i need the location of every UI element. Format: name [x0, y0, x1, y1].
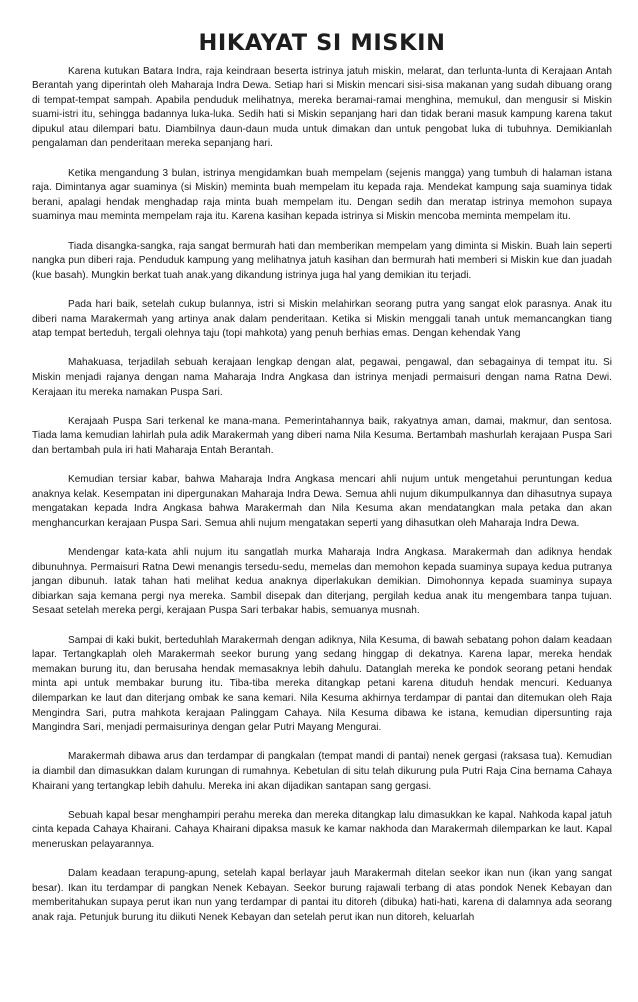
paragraph: Pada hari baik, setelah cukup bulannya, istri si Miskin melahirkan seorang putra yang sangat elok parasnya. Anak itu diberi nama Marakermah yang artinya anak dalam penderitaan. Ketika si Miskin menggali tanah untuk memancangkan tiang atap tempat berteduh, tergali olehnya taju (topi mahkota) yang penuh berhias emas. Dengan kehendak Yang — [32, 299, 612, 340]
paragraph: Kerajaah Puspa Sari terkenal ke mana-mana. Pemerintahannya baik, rakyatnya aman, damai, makmur, dan sentosa. Tiada lama kemudian lahirlah pula adik Marakermah yang diberi nama Nila Kesuma. Bertambah mashurlah kerajaan Puspa Sari dan bertambah pula iri hati Maharaja Entah Berantah. — [32, 415, 612, 456]
paragraph: Kemudian tersiar kabar, bahwa Maharaja Indra Angkasa mencari ahli nujum untuk mengetahui peruntungan kedua anaknya kelak. Kesempatan ini dipergunakan Maharaja Indra Dewa. Semua ahli nujum dikumpulkannya dan dihasutnya supaya mengatakan kepada Indra Angkasa bahwa Marakermah dan Nila Kesuma akan mendatangkan mala petaka dan akan menghancurkan kerajaan Puspa Sari. Semua ahli nujum mengatakan seperti yang dihasutkan oleh Maharaja Indra Dewa. — [32, 474, 612, 529]
paragraph: Mendengar kata-kata ahli nujum itu sangatlah murka Maharaja Indra Angkasa. Marakermah dan adiknya hendak dibunuhnya. Permaisuri Ratna Dewi menangis tersedu-sedu, memelas dan memohon kepada suaminya supaya kedua putranya jangan dibunuh. Iatak tahan hati melihat kedua anaknya diperlakukan demikian. Dimohonnya kepada suaminya supaya dibiarkan saja kemana pergi nya mereka. Sambil disepak dan diterjang, pergilah kedua anak itu mengembara tanpa tujuan. Sesaat setelah mereka pergi, kerajaan Puspa Sari terbakar habis, semuanya musnah. — [32, 547, 612, 617]
paragraph: Sampai di kaki bukit, berteduhlah Marakermah dengan adiknya, Nila Kesuma, di bawah sebatang pohon dalam keadaan lapar. Tertangkaplah oleh Marakermah seekor burung yang sedang hinggap di dekatnya. Karena lapar, mereka hendak memakan burung itu, dan berusaha hendak memasaknya lebih dahulu. Datanglah mereka ke pondok seorang petani hendak minta api untuk membakar burung itu. Tiba-tiba mereka ditangkap petani karena dituduh hendak mencuri. Keduanya dilemparkan ke laut dan diterjang ombak ke sana kemari. Nila Kesuma akhirnya terdampar di pantai dan ditemukan oleh Raja Mengindra Sari, putra mahkota kerajaan Palinggam Cahaya. Nila Kesuma dibawa ke istana, kemudian dipersunting raja Mangindra Sari, menjadi permaisurinya dengan gelar Putri Mayang Mengurai. — [32, 634, 612, 734]
paragraph: Ketika mengandung 3 bulan, istrinya mengidamkan buah mempelam (sejenis mangga) yang tumbuh di halaman istana raja. Dimintanya agar suaminya (si Miskin) meminta buah mempelam itu kepada raja. Mendekat kampung saja suaminya tidak berani, apalagi hendak menghadap raja minta buah mempelam itu. Dengan sedih dan meratap istrinya memohon supaya suaminya mau meminta mempelam raja itu. Karena kasihan kepada istrinya si Miskin mencoba meminta mempelam itu. — [32, 167, 612, 223]
paragraph: Mahakuasa, terjadilah sebuah kerajaan lengkap dengan alat, pegawai, pengawal, dan sebagainya di tempat itu. Si Miskin menjadi rajanya dengan nama Maharaja Indra Angkasa dan istrinya menjadi permaisuri dengan nama Ratna Dewi. Kerajaan itu mereka namakan Puspa Sari. — [32, 357, 612, 398]
paragraph: Dalam keadaan terapung-apung, setelah kapal berlayar jauh Marakermah ditelan seekor ikan nun (ikan yang sangat besar). Ikan itu terdampar di pangkan Nenek Kebayan. Seekor burung rajawali terbang di atas pondok Nenek Kebayan dan memberitahukan supaya perut ikan nun yang terdampar di pantai itu ditoreh (dibuka) hati-hati, karena di dalamnya ada seorang anak raja. Petunjuk burung itu diikuti Nenek Kebayan dan setelah perut ikan nun ditoreh, keluarlah — [32, 868, 612, 923]
document-title: HIKAYAT SI MISKIN — [198, 30, 446, 56]
paragraph: Sebuah kapal besar menghampiri perahu mereka dan mereka ditangkap lalu dimasukkan ke kapal. Nahkoda kapal jatuh cinta kepada Cahaya Khairani. Cahaya Khairani dipaksa masuk ke kamar nakhoda dan Marakermah dilemparkan ke laut. Kapal meneruskan pelayarannya. — [32, 809, 612, 850]
paragraph: Tiada disangka-sangka, raja sangat bermurah hati dan memberikan mempelam yang diminta si Miskin. Buah lain seperti nangka pun diberi raja. Penduduk kampung yang melihatnya jatuh kasihan dan bermurah hati memberi si Miskin kue dan juadah (kue basah). Mungkin berkat tuah anak.yang dikandung istrinya juga hal yang demikian itu terjadi. — [32, 240, 612, 281]
paragraph: Karena kutukan Batara Indra, raja keindraan beserta istrinya jatuh miskin, melarat, dan terlunta-lunta di Kerajaan Antah Berantah yang diperintah oleh Maharaja Indra Dewa. Setiap hari si Miskin mencari sisi-sisa makanan yang sudah dibuang orang di tempat-tempat sampah. Apabila penduduk melihatnya, mereka beramai-ramai menghina, memukul, dan mengusir si Miskin suami-istri itu, sehingga badannya luka-luka. Sedih hati si Miskin sepanjang hari dan tidak berani masuk kampung karena takut dipukul atau dilempari batu. Diambilnya daun-daun muda untuk dimakan dan untuk pengobat luka di tubuhnya. Demikianlah pengalaman dan penderitaan mereka sepanjang hari. — [32, 65, 612, 150]
document-body — [32, 65, 612, 926]
paragraph: Marakermah dibawa arus dan terdampar di pangkalan (tempat mandi di pantai) nenek gergasi (raksasa tua). Kemudian ia diambil dan dimasukkan dalam kurungan di rumahnya. Kebetulan di situ telah dikurung pula Putri Raja Cina bernama Cahaya Khairani yang tertangkap lebih dahulu. Mereka ini akan dijadikan santapan sang gergasi. — [32, 751, 612, 792]
